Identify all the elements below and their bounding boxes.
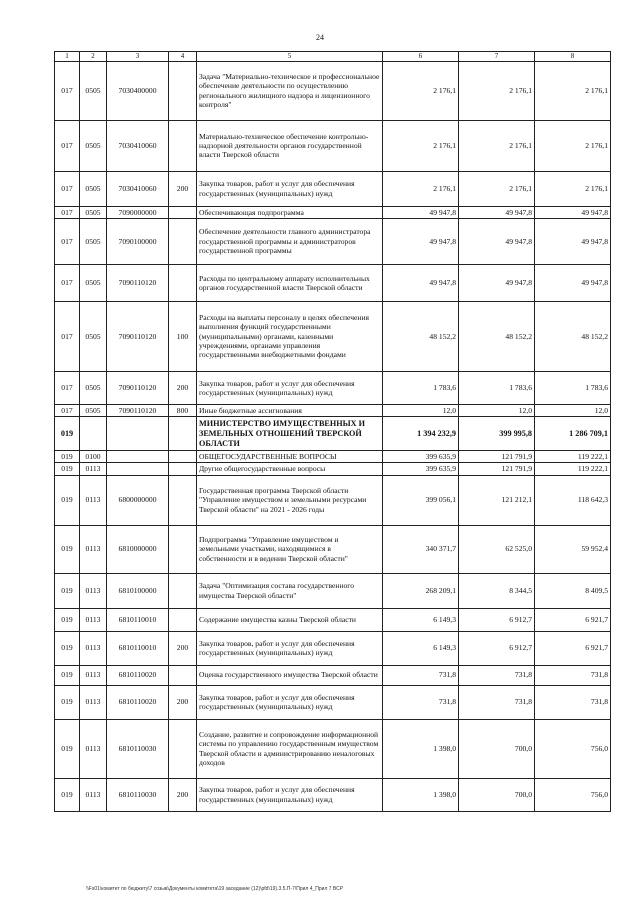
amount-col-6: 1 398,0	[383, 719, 459, 778]
row-description: Закупка товаров, работ и услуг для обеспечения государственных (муниципальных) нужд	[197, 778, 383, 811]
section-code: 0113	[80, 573, 107, 608]
target-article-code: 7030400000	[107, 61, 169, 120]
row-description: Обеспечение деятельности главного администратора государственной программы и администраторов государственной программы	[197, 218, 383, 264]
table-row	[55, 451, 611, 463]
row-description: Закупка товаров, работ и услуг для обеспечения государственных (муниципальных) нужд	[197, 631, 383, 665]
expense-type-code	[169, 525, 197, 573]
expense-type-code	[169, 475, 197, 525]
row-description: Другие общегосударственные вопросы	[197, 463, 383, 475]
amount-col-7: 700,0	[459, 719, 535, 778]
section-code: 0100	[80, 451, 107, 463]
amount-col-7: 731,8	[459, 685, 535, 719]
section-code: 0505	[80, 404, 107, 416]
target-article-code: 7030410060	[107, 171, 169, 206]
amount-col-8: 1 783,6	[535, 371, 611, 404]
target-article-code: 6810100000	[107, 573, 169, 608]
expense-type-code	[169, 665, 197, 685]
table-row	[55, 206, 611, 218]
amount-col-6: 1 783,6	[383, 371, 459, 404]
amount-col-8: 49 947,8	[535, 264, 611, 301]
amount-col-6: 6 149,3	[383, 608, 459, 631]
table-row	[55, 120, 611, 171]
ministry-code: 019	[55, 608, 80, 631]
table-row	[55, 719, 611, 778]
amount-col-7: 8 344,5	[459, 573, 535, 608]
amount-col-8: 8 409,5	[535, 573, 611, 608]
target-article-code: 6810110010	[107, 608, 169, 631]
table-row	[55, 778, 611, 811]
target-article-code	[107, 417, 169, 451]
amount-col-8: 49 947,8	[535, 206, 611, 218]
ministry-code: 017	[55, 206, 80, 218]
ministry-code: 017	[55, 264, 80, 301]
section-code: 0113	[80, 631, 107, 665]
amount-col-6: 48 152,2	[383, 301, 459, 371]
amount-col-7: 62 525,0	[459, 525, 535, 573]
ministry-code: 017	[55, 61, 80, 120]
amount-col-8: 2 176,1	[535, 120, 611, 171]
table-row	[55, 685, 611, 719]
ministry-code: 019	[55, 463, 80, 475]
row-description: Расходы на выплаты персоналу в целях обеспечения выполнения функций государственными (муниципальными) органами, казенными учреждениями, органами управления государственными внебюджетными фондами	[197, 301, 383, 371]
section-code: 0113	[80, 608, 107, 631]
table-row	[55, 631, 611, 665]
table-row	[55, 218, 611, 264]
row-description: Содержание имущества казны Тверской области	[197, 608, 383, 631]
amount-col-8: 731,8	[535, 685, 611, 719]
ministry-code: 019	[55, 719, 80, 778]
expense-type-code: 100	[169, 301, 197, 371]
amount-col-6: 2 176,1	[383, 120, 459, 171]
amount-col-7: 700,0	[459, 778, 535, 811]
row-description: Создание, развитие и сопровождение информационной системы по управлению государственным имуществом Тверской области и администрированию неналоговых доходов	[197, 719, 383, 778]
row-description: МИНИСТЕРСТВО ИМУЩЕСТВЕННЫХ И ЗЕМЕЛЬНЫХ ОТНОШЕНИЙ ТВЕРСКОЙ ОБЛАСТИ	[197, 417, 383, 451]
row-description: Материально-техническое обеспечение контрольно-надзорной деятельности органов государственной власти Тверской области	[197, 120, 383, 171]
ministry-code: 017	[55, 301, 80, 371]
amount-col-7: 12,0	[459, 404, 535, 416]
table-row	[55, 371, 611, 404]
ministry-code: 017	[55, 171, 80, 206]
amount-col-8: 48 152,2	[535, 301, 611, 371]
expense-type-code	[169, 463, 197, 475]
amount-col-8: 1 286 709,1	[535, 417, 611, 451]
section-code: 0113	[80, 475, 107, 525]
ministry-code: 017	[55, 404, 80, 416]
amount-col-8: 6 921,7	[535, 608, 611, 631]
amount-col-8: 59 952,4	[535, 525, 611, 573]
section-code: 0505	[80, 371, 107, 404]
expense-type-code	[169, 608, 197, 631]
column-number: 7	[459, 52, 535, 62]
row-description: Закупка товаров, работ и услуг для обеспечения государственных (муниципальных) нужд	[197, 371, 383, 404]
target-article-code: 7090100000	[107, 218, 169, 264]
amount-col-6: 399 635,9	[383, 451, 459, 463]
row-description: Закупка товаров, работ и услуг для обеспечения государственных (муниципальных) нужд	[197, 685, 383, 719]
target-article-code: 7030410060	[107, 120, 169, 171]
column-number: 5	[197, 52, 383, 62]
target-article-code: 7090110120	[107, 301, 169, 371]
expense-type-code: 200	[169, 171, 197, 206]
amount-col-6: 731,8	[383, 665, 459, 685]
column-number: 4	[169, 52, 197, 62]
column-number-row	[55, 52, 611, 62]
amount-col-6: 2 176,1	[383, 61, 459, 120]
ministry-code: 019	[55, 665, 80, 685]
section-code: 0505	[80, 218, 107, 264]
target-article-code: 7090110120	[107, 371, 169, 404]
target-article-code: 6810000000	[107, 525, 169, 573]
row-description: Иные бюджетные ассигнования	[197, 404, 383, 416]
row-description: Задача "Материально-техническое и профессиональное обеспечение деятельности по осуществлению регионального жилищного надзора и лицензионного контроля"	[197, 61, 383, 120]
amount-col-6: 6 149,3	[383, 631, 459, 665]
row-description: Закупка товаров, работ и услуг для обеспечения государственных (муниципальных) нужд	[197, 171, 383, 206]
expense-type-code	[169, 120, 197, 171]
ministry-code: 019	[55, 778, 80, 811]
ministry-code: 019	[55, 451, 80, 463]
table-row	[55, 475, 611, 525]
column-number: 6	[383, 52, 459, 62]
expense-type-code	[169, 451, 197, 463]
expense-type-code	[169, 719, 197, 778]
expense-type-code: 800	[169, 404, 197, 416]
table-row	[55, 525, 611, 573]
column-number: 1	[55, 52, 80, 62]
section-code: 0505	[80, 301, 107, 371]
amount-col-7: 1 783,6	[459, 371, 535, 404]
row-description: Задача "Оптимизация состава государственного имущества Тверской области"	[197, 573, 383, 608]
ministry-code: 019	[55, 525, 80, 573]
amount-col-6: 49 947,8	[383, 206, 459, 218]
section-code: 0505	[80, 171, 107, 206]
amount-col-7: 399 995,8	[459, 417, 535, 451]
amount-col-7: 49 947,8	[459, 218, 535, 264]
target-article-code: 6800000000	[107, 475, 169, 525]
target-article-code: 7090110120	[107, 404, 169, 416]
amount-col-8: 118 642,3	[535, 475, 611, 525]
ministry-code: 017	[55, 218, 80, 264]
amount-col-6: 340 371,7	[383, 525, 459, 573]
section-code: 0113	[80, 665, 107, 685]
expense-type-code	[169, 61, 197, 120]
expense-type-code: 200	[169, 631, 197, 665]
amount-col-8: 12,0	[535, 404, 611, 416]
expense-type-code	[169, 206, 197, 218]
amount-col-6: 1 398,0	[383, 778, 459, 811]
amount-col-8: 2 176,1	[535, 171, 611, 206]
amount-col-7: 2 176,1	[459, 171, 535, 206]
table-row	[55, 171, 611, 206]
target-article-code	[107, 463, 169, 475]
section-code: 0113	[80, 685, 107, 719]
amount-col-7: 6 912,7	[459, 608, 535, 631]
table-row	[55, 665, 611, 685]
table-row	[55, 417, 611, 451]
amount-col-8: 119 222,1	[535, 451, 611, 463]
target-article-code: 6810110020	[107, 685, 169, 719]
row-description: Оценка государственного имущества Тверской области	[197, 665, 383, 685]
table-row	[55, 404, 611, 416]
amount-col-8: 756,0	[535, 719, 611, 778]
expense-type-code: 200	[169, 371, 197, 404]
amount-col-6: 399 056,1	[383, 475, 459, 525]
row-description: ОБЩЕГОСУДАРСТВЕННЫЕ ВОПРОСЫ	[197, 451, 383, 463]
amount-col-7: 2 176,1	[459, 61, 535, 120]
amount-col-7: 49 947,8	[459, 264, 535, 301]
ministry-code: 019	[55, 475, 80, 525]
target-article-code: 6810110030	[107, 719, 169, 778]
expense-type-code: 200	[169, 685, 197, 719]
amount-col-8: 119 222,1	[535, 463, 611, 475]
section-code: 0505	[80, 120, 107, 171]
amount-col-6: 731,8	[383, 685, 459, 719]
target-article-code	[107, 451, 169, 463]
ministry-code: 017	[55, 371, 80, 404]
target-article-code: 6810110010	[107, 631, 169, 665]
section-code: 0113	[80, 463, 107, 475]
row-description: Государственная программа Тверской области "Управление имуществом и земельными ресурсами Тверской области" на 2021 - 2026 годы	[197, 475, 383, 525]
row-description: Расходы по центральному аппарату исполнительных органов государственной власти Тверской области	[197, 264, 383, 301]
ministry-code: 019	[55, 631, 80, 665]
amount-col-8: 756,0	[535, 778, 611, 811]
row-description: Обеспечивающая подпрограмма	[197, 206, 383, 218]
table-row	[55, 463, 611, 475]
expense-type-code	[169, 417, 197, 451]
section-code: 0505	[80, 61, 107, 120]
ministry-code: 019	[55, 417, 80, 451]
expense-type-code	[169, 573, 197, 608]
section-code: 0505	[80, 264, 107, 301]
amount-col-8: 49 947,8	[535, 218, 611, 264]
column-number: 3	[107, 52, 169, 62]
amount-col-7: 6 912,7	[459, 631, 535, 665]
table-body	[55, 52, 611, 812]
amount-col-7: 121 791,9	[459, 463, 535, 475]
column-number: 8	[535, 52, 611, 62]
row-description: Подпрограмма "Управление имуществом и земельными участками, находящимися в собственности и в ведении Тверской области"	[197, 525, 383, 573]
amount-col-6: 12,0	[383, 404, 459, 416]
column-number: 2	[80, 52, 107, 62]
target-article-code: 7090110120	[107, 264, 169, 301]
table-row	[55, 608, 611, 631]
table-row	[55, 61, 611, 120]
expense-type-code	[169, 264, 197, 301]
page-number: 24	[316, 33, 324, 42]
ministry-code: 019	[55, 573, 80, 608]
amount-col-7: 2 176,1	[459, 120, 535, 171]
amount-col-6: 2 176,1	[383, 171, 459, 206]
amount-col-7: 49 947,8	[459, 206, 535, 218]
amount-col-7: 48 152,2	[459, 301, 535, 371]
amount-col-6: 49 947,8	[383, 264, 459, 301]
amount-col-7: 731,8	[459, 665, 535, 685]
target-article-code: 6810110030	[107, 778, 169, 811]
table-row	[55, 264, 611, 301]
table-row	[55, 301, 611, 371]
amount-col-7: 121 791,9	[459, 451, 535, 463]
budget-table	[54, 51, 611, 812]
section-code: 0113	[80, 719, 107, 778]
amount-col-8: 2 176,1	[535, 61, 611, 120]
section-code: 0113	[80, 525, 107, 573]
expense-type-code: 200	[169, 778, 197, 811]
amount-col-8: 731,8	[535, 665, 611, 685]
amount-col-7: 121 212,1	[459, 475, 535, 525]
amount-col-6: 399 635,9	[383, 463, 459, 475]
target-article-code: 6810110020	[107, 665, 169, 685]
table-row	[55, 573, 611, 608]
ministry-code: 017	[55, 120, 80, 171]
amount-col-6: 1 394 232,9	[383, 417, 459, 451]
target-article-code: 7090000000	[107, 206, 169, 218]
amount-col-6: 268 209,1	[383, 573, 459, 608]
footer-file-path: \\Fs01\комитет по бюджету\7 созыв\Документы комитета\19 заседание (12)\pfd\19).3.5.П-7\Прил 4_Прил 7 ВСР	[86, 886, 344, 892]
section-code: 0113	[80, 778, 107, 811]
amount-col-8: 6 921,7	[535, 631, 611, 665]
expense-type-code	[169, 218, 197, 264]
section-code	[80, 417, 107, 451]
amount-col-6: 49 947,8	[383, 218, 459, 264]
ministry-code: 019	[55, 685, 80, 719]
section-code: 0505	[80, 206, 107, 218]
